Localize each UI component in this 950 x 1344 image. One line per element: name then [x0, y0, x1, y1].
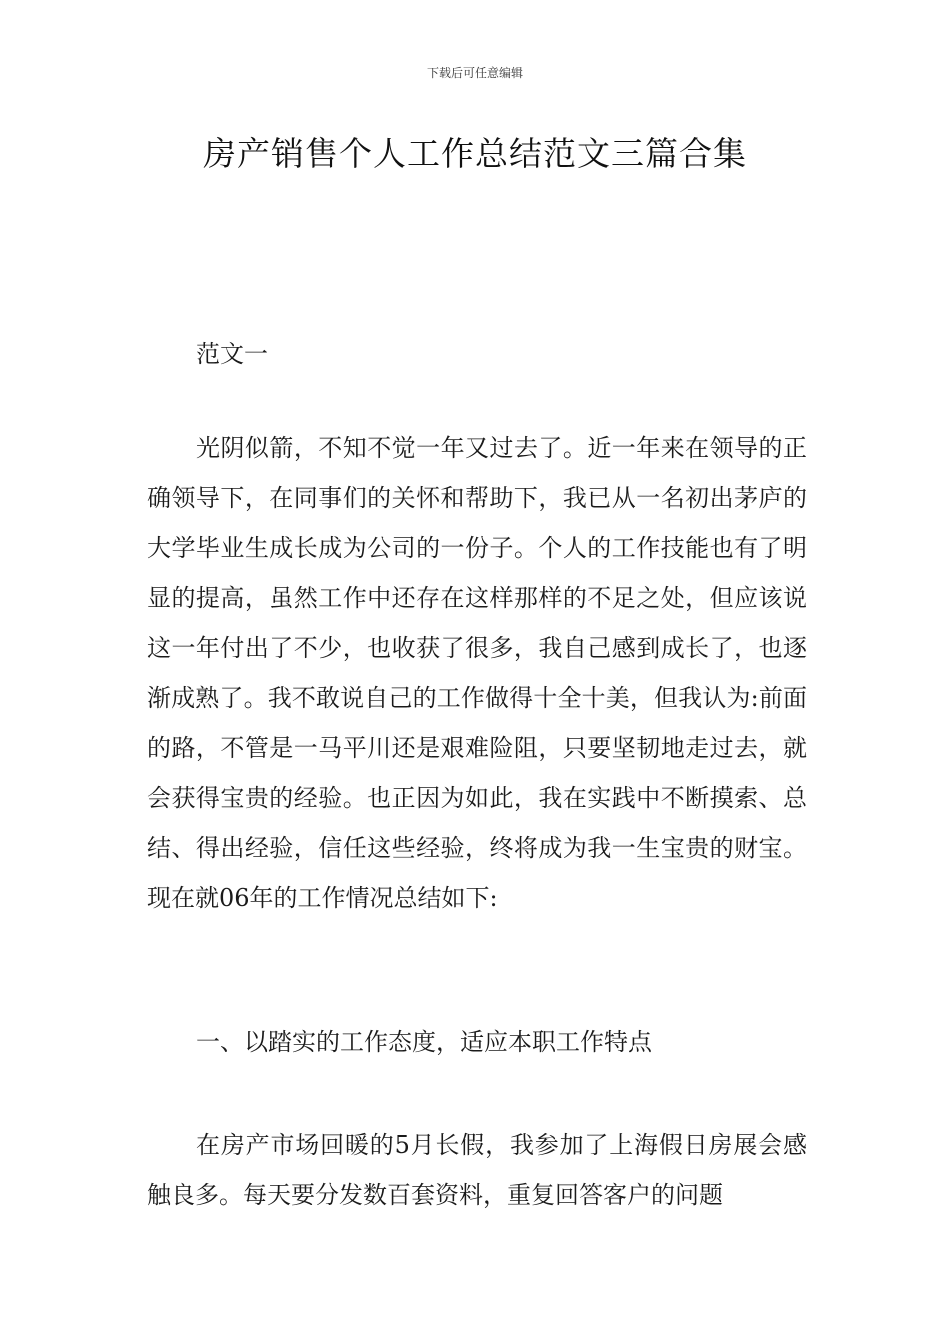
section-heading-1: 一、以踏实的工作态度，适应本职工作特点 — [196, 1028, 652, 1056]
body-paragraph-2: 在房产市场回暖的5月长假，我参加了上海假日房展会感触良多。每天要分发数百套资料，重复回答客户的问题 — [147, 1131, 807, 1209]
section-label: 范文一 — [196, 340, 268, 368]
body-paragraph-1: 光阴似箭，不知不觉一年又过去了。近一年来在领导的正确领导下，在同事们的关怀和帮助下，我已从一名初出茅庐的大学毕业生成长成为公司的一份子。个人的工作技能也有了明显的提高，虽然工作中还存在这样那样的不足之处，但应该说这一年付出了不少，也收获了很多，我自己感到成长了，也逐渐成熟了。我不敢说自己的工作做得十全十美，但我认为:前面的路，不管是一马平川还是艰难险阻，只要坚韧地走过去，就会获得宝贵的经验。也正因为如此，我在实践中不断摸索、总结、得出经验，信任这些经验，终将成为我一生宝贵的财宝。现在就06年的工作情况总结如下: — [147, 434, 807, 912]
header-note: 下载后可任意编辑 — [426, 66, 523, 80]
document-title: 房产销售个人工作总结范文三篇合集 — [203, 134, 747, 173]
